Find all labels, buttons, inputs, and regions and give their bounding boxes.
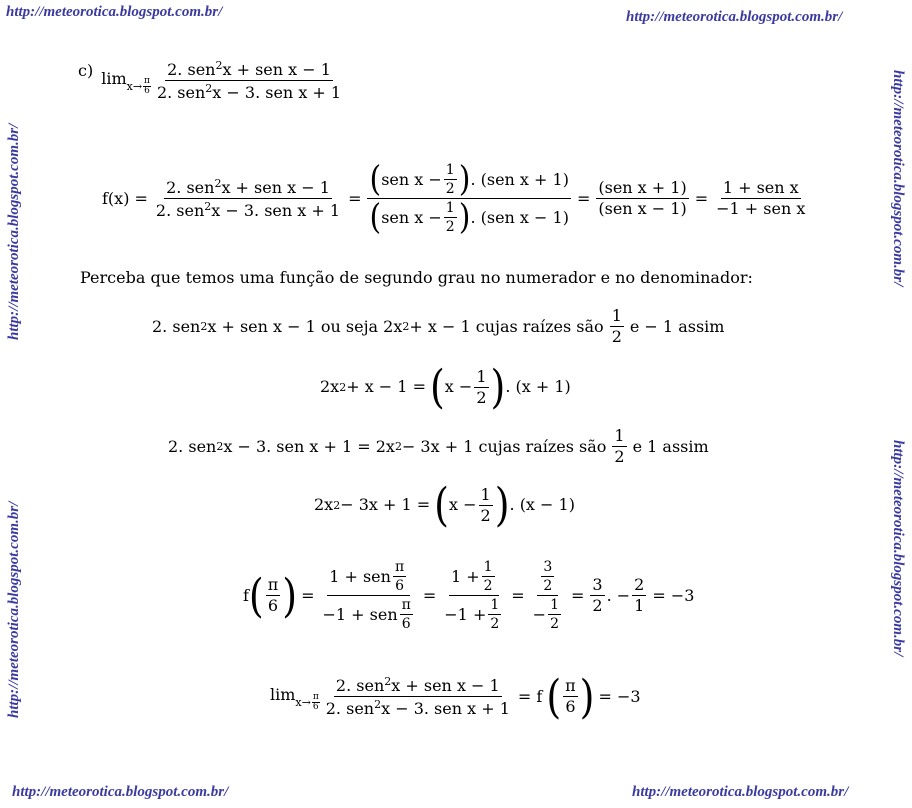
- limit-fraction: $\frac{2. sen^2x + sen x - 1}{2. sen^2x - 3. sen x + 1}$: [156, 59, 342, 102]
- final-limit-result: lim x→ π 6 $\frac{2. sen^2x + sen x - 1}{2. sen^2x - 3. sen x + 1}$ = f ( $\frac{\pi}{6}$ ) = −3: [270, 670, 641, 723]
- limit-operator: lim x→ π 6: [270, 685, 319, 712]
- watermark-top-left: http://meteorotica.blogspot.com.br/: [6, 4, 223, 20]
- problem-statement: [78, 60, 345, 101]
- watermark-right-lower: http://meteorotica.blogspot.com.br/: [890, 440, 906, 657]
- numerator-factorization: 2x 2 + x − 1 = ( x − $\frac{1}{2}$ ) . (x + 1): [320, 360, 571, 414]
- numerator-roots-line: 2. sen 2 x + sen x − 1 ou seja 2x 2 + x − 1 cujas raízes são $\frac{1}{2}$ e − 1 assim: [152, 306, 725, 346]
- watermark-right-upper: http://meteorotica.blogspot.com.br/: [890, 70, 906, 287]
- denominator-roots-line: 2. sen 2 x − 3. sen x + 1 = 2x 2 − 3x + 1 cujas raízes são $\frac{1}{2}$ e 1 assim: [168, 426, 709, 466]
- watermark-bottom-right: http://meteorotica.blogspot.com.br/: [632, 784, 849, 800]
- limit-operator: lim x→ π 6: [101, 69, 150, 96]
- watermark-bottom-left: http://meteorotica.blogspot.com.br/: [12, 784, 229, 800]
- item-label: c): [78, 60, 94, 80]
- explanation-text: Perceba que temos uma função de segundo grau no numerador e no denominador:: [80, 268, 753, 287]
- watermark-left-upper: http://meteorotica.blogspot.com.br/: [6, 123, 22, 340]
- fx-simplification: f(x) = $\frac{2. sen^2x + sen x - 1}{2. sen^2x - 3. sen x + 1}$ = ( sen x − $\frac{1}{2}$ ) . (sen x + 1) ( sen x − $\frac{1}{2}$ ) . (sen x − 1) = $\frac{\text{(sen x + 1)}}{\text{(sen x − 1)}}$ = $\frac{\text{1 + sen x}}{\text{−1 + sen x}}$: [102, 158, 806, 238]
- f-pi-over-6-evaluation: f ( $\frac{\pi}{6}$ ) = 1 + sen $\frac{\pi}{6}$ −1 + sen $\frac{\pi}{6}$ = 1 + $\frac{1}{2}$ −1 + $\frac{1}{2}$ = $\frac{3}{2}$ − $\frac{1}{2}$ = $\frac{3}{2}$ . − $\frac{2}{1}$ = −3: [243, 559, 695, 632]
- watermark-left-lower: http://meteorotica.blogspot.com.br/: [6, 501, 22, 718]
- watermark-top-right: http://meteorotica.blogspot.com.br/: [626, 9, 843, 25]
- denominator-factorization: 2x 2 − 3x + 1 = ( x − $\frac{1}{2}$ ) . (x − 1): [314, 478, 575, 532]
